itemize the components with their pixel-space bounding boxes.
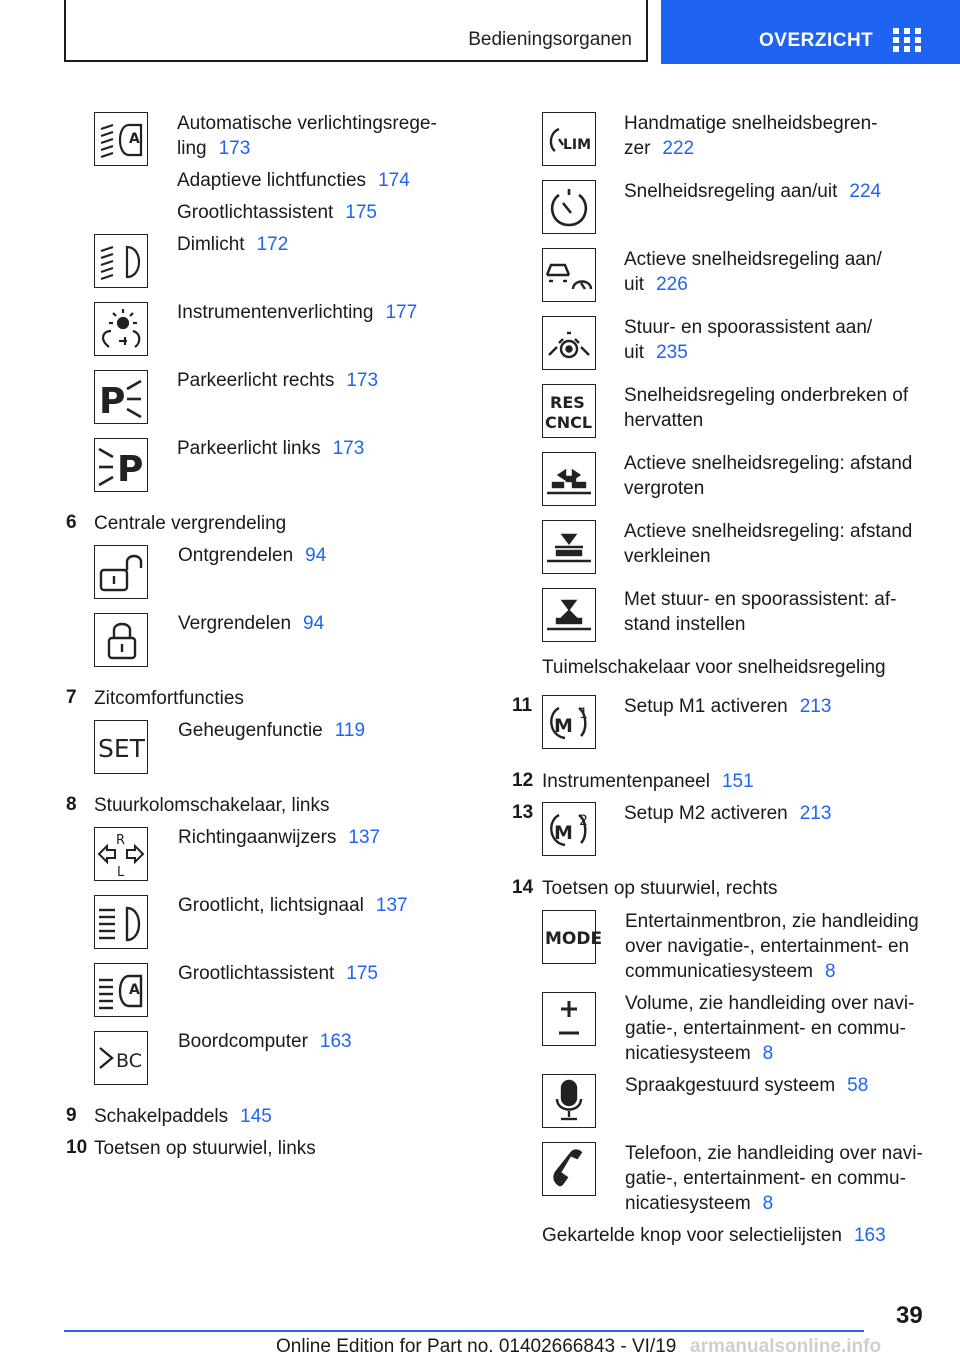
speed-limiter-text: Handmatige snelheidsbegren- zer 222 <box>624 113 878 159</box>
microphone-icon <box>542 1074 596 1128</box>
page-ref[interactable]: 222 <box>662 138 695 159</box>
item-number: 13 <box>512 802 534 823</box>
section-heading: Toetsen op stuurwiel, rechts <box>542 878 778 899</box>
page-ref[interactable]: 8 <box>762 1193 774 1214</box>
low-beam-icon <box>94 234 148 288</box>
page-ref[interactable]: 235 <box>656 342 688 363</box>
lane-assist-text: Stuur- en spoorassistent aan/ uit 235 <box>624 317 873 363</box>
active-cruise-text: Actieve snelheidsregeling aan/ uit 226 <box>624 249 882 295</box>
cruise-control-icon <box>542 180 596 234</box>
unlock-icon <box>94 545 148 599</box>
mode-text: Entertainmentbron, zie handleiding over navigatie-, entertainment- en communicatiesysteem 8 <box>625 911 919 982</box>
overview-label: OVERZICHT <box>759 30 874 51</box>
distance-set-icon <box>542 588 596 642</box>
item-number: 10 <box>66 1137 88 1158</box>
item-number: 12 <box>512 770 534 791</box>
voice-text: Spraakgestuurd systeem 58 <box>625 1075 869 1096</box>
rocker-switch-text: Tuimelschakelaar voor snelheidsregeling <box>542 657 886 678</box>
page-ref[interactable]: 177 <box>385 302 418 323</box>
high-beam-assist-text: Grootlichtassistent 175 <box>178 963 378 984</box>
item-number: 6 <box>66 512 77 533</box>
low-beam-text: Dimlicht 172 <box>177 234 289 255</box>
page-ref[interactable]: 213 <box>799 696 832 717</box>
high-beam-assist-icon <box>94 963 148 1017</box>
parking-light-left-icon <box>94 438 148 492</box>
page-ref[interactable]: 174 <box>378 170 410 191</box>
grid-icon <box>893 28 923 52</box>
m1-text: Setup M1 activeren 213 <box>624 696 832 717</box>
phone-text: Telefoon, zie handleiding over navi- gatie-, entertainment- en commu- nicatiesysteem 8 <box>625 1143 923 1214</box>
knob-text: Gekartelde knop voor selectielijsten 163 <box>542 1225 886 1246</box>
distance-increase-icon <box>542 452 596 506</box>
page-ref[interactable]: 137 <box>348 827 381 848</box>
page-ref[interactable]: 8 <box>762 1043 774 1064</box>
section-heading: Schakelpaddels 145 <box>94 1106 272 1127</box>
m1-icon <box>542 695 596 749</box>
item-number: 9 <box>66 1105 77 1126</box>
speed-limiter-icon <box>542 112 596 166</box>
page-ref[interactable]: 175 <box>346 963 378 984</box>
svg-text:CNCL: CNCL <box>545 413 593 432</box>
active-cruise-icon <box>542 248 596 302</box>
svg-text:R: R <box>116 833 126 848</box>
section-heading: Zitcomfortfuncties <box>94 688 244 709</box>
svg-text:1: 1 <box>579 706 588 722</box>
set-icon <box>94 720 148 774</box>
svg-text:2: 2 <box>579 813 588 829</box>
volume-text: Volume, zie handleiding over navi- gatie-, entertainment- en commu- nicatiesysteem 8 <box>625 993 915 1064</box>
svg-text:SET: SET <box>98 734 145 763</box>
watermark: armanualsonline.info <box>690 1336 882 1357</box>
board-computer-text: Boordcomputer 163 <box>178 1031 352 1052</box>
page-ref[interactable]: 145 <box>240 1106 272 1127</box>
page-ref[interactable]: 119 <box>334 720 366 741</box>
page-ref[interactable]: 172 <box>256 234 289 255</box>
turn-signal-text: Richtingaanwijzers 137 <box>178 827 381 848</box>
auto-light-icon <box>94 112 148 166</box>
distance-set-text: Met stuur- en spoorassistent: af- stand instellen <box>624 589 897 635</box>
high-beam-text: Grootlicht, lichtsignaal 137 <box>178 895 408 916</box>
m2-text: Setup M2 activeren 213 <box>624 803 832 824</box>
res-cncl-icon <box>542 384 596 438</box>
high-beam-icon <box>94 895 148 949</box>
section-heading: Centrale vergrendeling <box>94 513 287 534</box>
parking-light-right-icon <box>94 370 148 424</box>
page-ref[interactable]: 58 <box>847 1075 869 1096</box>
instrument-lighting-icon <box>94 302 148 356</box>
svg-text:A: A <box>129 982 140 998</box>
page-ref[interactable]: 8 <box>824 961 836 982</box>
instrument-lighting-text: Instrumentenverlichting 177 <box>177 302 418 323</box>
parking-light-right-text: Parkeerlicht rechts 173 <box>177 370 379 391</box>
header-section-box <box>64 0 648 62</box>
page-ref[interactable]: 213 <box>799 803 832 824</box>
page-ref[interactable]: 173 <box>346 370 379 391</box>
page-ref[interactable]: 175 <box>345 202 377 223</box>
edition-text: Online Edition for Part no. 01402666843 - VI/19 <box>276 1336 677 1357</box>
phone-icon <box>542 1142 596 1196</box>
item-number: 8 <box>66 794 77 815</box>
auto-light-text: Automatische verlichtingsrege- ling 173 <box>177 113 437 159</box>
footer-divider <box>64 1330 864 1332</box>
distance-decrease-icon <box>542 520 596 574</box>
item-number: 7 <box>66 687 77 708</box>
page-ref[interactable]: 173 <box>218 138 251 159</box>
page-ref[interactable]: 94 <box>305 545 327 566</box>
distance-decrease-text: Actieve snelheidsregeling: afstand verkleinen <box>624 521 913 567</box>
high-beam-assist-text: Grootlichtassistent 175 <box>177 202 377 223</box>
page-ref[interactable]: 137 <box>375 895 408 916</box>
lock-icon <box>94 613 148 667</box>
lane-assist-icon <box>542 316 596 370</box>
page-ref[interactable]: 226 <box>656 274 688 295</box>
page-number: 39 <box>896 1302 923 1329</box>
overview-nav-button[interactable] <box>661 0 960 64</box>
memory-text: Geheugenfunctie 119 <box>178 720 366 741</box>
distance-increase-text: Actieve snelheidsregeling: afstand vergroten <box>624 453 913 499</box>
section-heading: Stuurkolomschakelaar, links <box>94 795 330 816</box>
item-number: 11 <box>512 695 533 716</box>
svg-text:L: L <box>117 865 125 880</box>
svg-text:RES: RES <box>550 393 585 412</box>
mode-icon <box>542 910 603 964</box>
lock-text: Vergrendelen 94 <box>178 613 325 634</box>
svg-text:BC: BC <box>116 1050 142 1072</box>
page-ref[interactable]: 173 <box>332 438 365 459</box>
section-heading: Toetsen op stuurwiel, links <box>94 1138 316 1159</box>
adaptive-light-text: Adaptieve lichtfuncties 174 <box>177 170 410 191</box>
cruise-control-text: Snelheidsregeling aan/uit 224 <box>624 181 882 202</box>
item-number: 14 <box>512 877 534 898</box>
svg-text:MODE: MODE <box>545 929 603 949</box>
svg-text:P: P <box>99 381 126 422</box>
unlock-text: Ontgrendelen 94 <box>178 545 327 566</box>
section-heading: Instrumentenpaneel 151 <box>542 771 754 792</box>
svg-text:A: A <box>129 131 140 147</box>
svg-text:P: P <box>117 449 144 490</box>
section-title: Bedieningsorganen <box>468 29 632 50</box>
page-ref[interactable]: 163 <box>853 1225 886 1246</box>
page-ref[interactable]: 151 <box>721 771 754 792</box>
page-ref[interactable]: 163 <box>319 1031 352 1052</box>
board-computer-icon <box>94 1031 148 1085</box>
res-cncl-text: Snelheidsregeling onderbreken of hervatten <box>624 385 909 431</box>
svg-text:M: M <box>554 715 573 737</box>
page-ref[interactable]: 94 <box>303 613 325 634</box>
svg-text:M: M <box>554 822 573 844</box>
volume-icon <box>542 992 596 1046</box>
parking-light-left-text: Parkeerlicht links 173 <box>177 438 365 459</box>
m2-icon <box>542 802 596 856</box>
page-ref[interactable]: 224 <box>849 181 882 202</box>
turn-signal-icon <box>94 827 148 881</box>
svg-text:LIM: LIM <box>563 137 592 153</box>
